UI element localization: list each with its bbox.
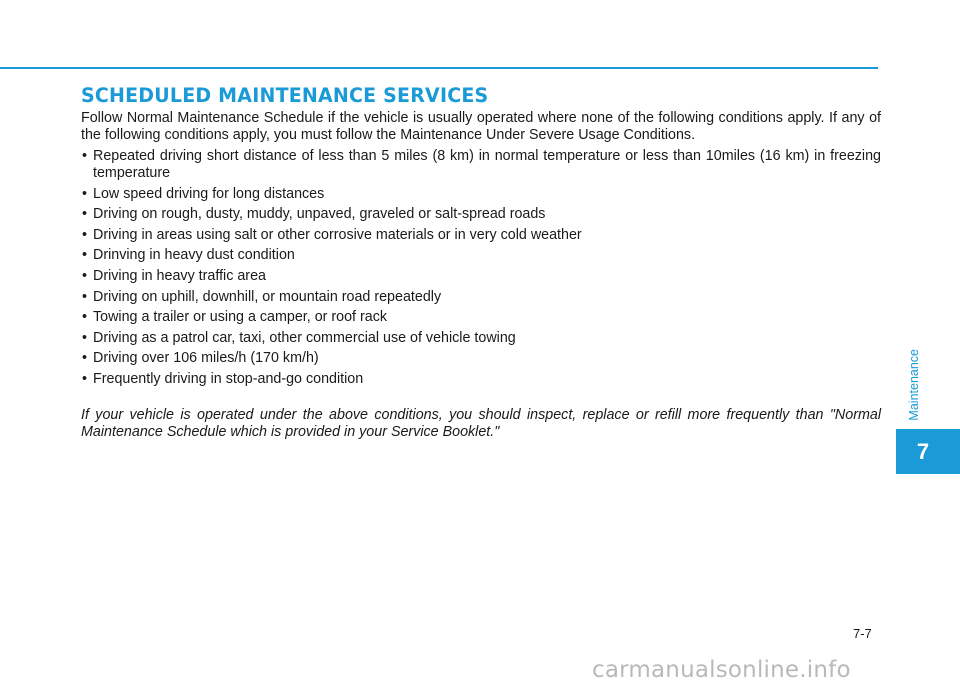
list-item: • Frequently driving in stop-and-go condition xyxy=(81,371,881,388)
page-title: SCHEDULED MAINTENANCE SERVICES xyxy=(81,84,489,108)
advisory-note: If your vehicle is operated under the above conditions, you should inspect, replace or refill more frequently than "Normal Maintenance Schedule which is provided in your Service Booklet." xyxy=(81,406,881,440)
watermark: carmanualsonline.info xyxy=(592,657,851,683)
list-item: • Driving on uphill, downhill, or mountain road repeatedly xyxy=(81,289,881,306)
list-item: • Driving over 106 miles/h (170 km/h) xyxy=(81,350,881,367)
main-content xyxy=(81,110,881,441)
header-rule xyxy=(0,67,878,69)
chapter-side-label xyxy=(906,342,922,428)
list-item: • Towing a trailer or using a camper, or roof rack xyxy=(81,309,881,326)
list-item: • Driving as a patrol car, taxi, other commercial use of vehicle towing xyxy=(81,330,881,347)
list-item: • Low speed driving for long distances xyxy=(81,186,881,203)
intro-paragraph: Follow Normal Maintenance Schedule if the vehicle is usually operated where none of the following conditions apply. If any of the following conditions apply, you must follow the Maintenance Under Severe Usage Conditions. xyxy=(81,110,881,143)
list-item: • Driving on rough, dusty, muddy, unpaved, graveled or salt-spread roads xyxy=(81,206,881,223)
list-item: • Driving in areas using salt or other corrosive materials or in very cold weather xyxy=(81,227,881,244)
list-item: • Drinving in heavy dust condition xyxy=(81,247,881,264)
list-item: • Repeated driving short distance of less than 5 miles (8 km) in normal temperature or less than 10miles (16 km) in freezing temperature xyxy=(81,148,881,182)
chapter-tab[interactable] xyxy=(896,429,960,474)
chapter-side-label-text: Maintenance xyxy=(907,349,921,421)
page-number: 7-7 xyxy=(853,626,872,641)
list-item: • Driving in heavy traffic area xyxy=(81,268,881,285)
severe-conditions-list xyxy=(81,148,881,388)
chapter-number: 7 xyxy=(916,438,930,464)
